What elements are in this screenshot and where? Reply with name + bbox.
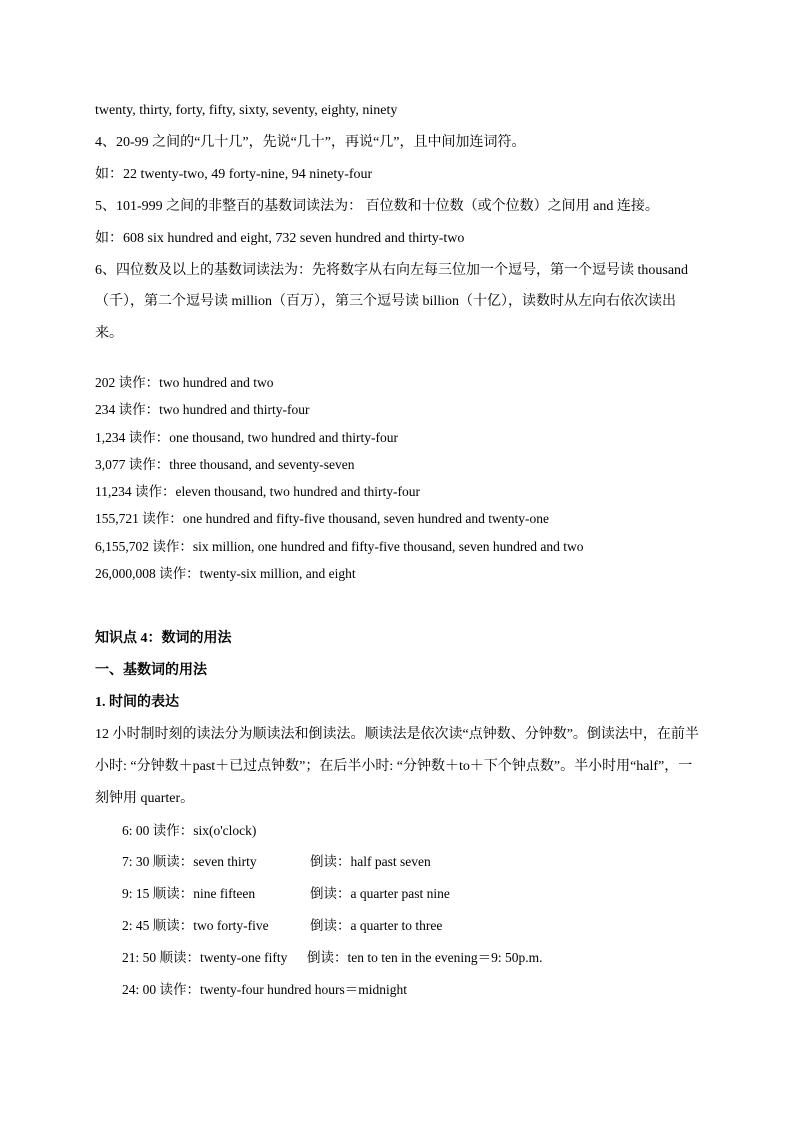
time-example-row — [122, 917, 682, 935]
subsection-heading: 一、基数词的用法 — [95, 663, 207, 678]
example-line: 3,077 读作：three thousand, and seventy-seven — [95, 457, 355, 472]
example-line: 6,155,702 读作：six million, one hundred and fifty-five thousand, seven hundred and two — [95, 539, 584, 554]
time-backward-reading: 倒读：a quarter to three — [310, 918, 443, 933]
time-example-row — [122, 949, 682, 967]
time-example-row — [122, 853, 682, 871]
time-example-row — [122, 981, 407, 999]
text-rule-6-line2: （千），第二个逗号读 million（百万），第三个逗号读 billion（十亿），读数时从左向右依次读出 — [95, 294, 677, 309]
text-rule-5: 5、101-999 之间的非整百的基数词读法为： 百位数和十位数（或个位数）之间用 and 连接。 — [95, 199, 659, 214]
text-line-numbers-tens: twenty, thirty, forty, fifty, sixty, seventy, eighty, ninety — [95, 103, 398, 118]
example-line: 26,000,008 读作：twenty-six million, and eight — [95, 566, 356, 581]
text-example-5: 如：608 six hundred and eight, 732 seven hundred and thirty-two — [95, 231, 465, 246]
topic-heading: 1. 时间的表达 — [95, 695, 179, 710]
time-forward-reading: 21: 50 顺读：twenty-one fifty — [122, 950, 288, 965]
time-backward-reading: 倒读：ten to ten in the evening＝9: 50p.m. — [307, 950, 543, 965]
time-forward-reading: 9: 15 顺读：nine fifteen — [122, 886, 256, 901]
paragraph-line: 小时: “分钟数＋past＋已过点钟数”；在后半小时: “分钟数＋to＋下个钟点数”。半小时用“half”，一 — [95, 759, 693, 774]
text-rule-4: 4、20-99 之间的“几十几”，先说“几十”，再说“几”，且中间加连词符。 — [95, 135, 526, 150]
example-line: 234 读作：two hundred and thirty-four — [95, 402, 310, 417]
time-reading: 6: 00 读作：six(o'clock) — [122, 823, 257, 838]
example-line: 202 读作：two hundred and two — [95, 375, 274, 390]
section-heading: 知识点 4：数词的用法 — [95, 631, 232, 646]
time-forward-reading: 7: 30 顺读：seven thirty — [122, 854, 257, 869]
time-forward-reading: 2: 45 顺读：two forty-five — [122, 918, 269, 933]
text-example-4: 如：22 twenty-two, 49 forty-nine, 94 ninety-four — [95, 167, 373, 182]
text-rule-6-line3: 来。 — [95, 326, 123, 341]
time-example-row — [122, 885, 682, 903]
time-backward-reading: 倒读：half past seven — [310, 854, 431, 869]
paragraph-line: 刻钟用 quarter。 — [95, 791, 195, 806]
time-backward-reading: 倒读：a quarter past nine — [310, 886, 450, 901]
time-reading: 24: 00 读作：twenty-four hundred hours＝midnight — [122, 982, 407, 997]
time-example-row — [122, 822, 256, 840]
example-line: 155,721 读作：one hundred and fifty-five thousand, seven hundred and twenty-one — [95, 511, 550, 526]
example-line: 1,234 读作：one thousand, two hundred and thirty-four — [95, 430, 398, 445]
text-rule-6-line1: 6、四位数及以上的基数词读法为：先将数字从右向左每三位加一个逗号，第一个逗号读 thousand — [95, 263, 689, 278]
example-line: 11,234 读作：eleven thousand, two hundred and thirty-four — [95, 484, 420, 499]
paragraph-line: 12 小时制时刻的读法分为顺读法和倒读法。顺读法是依次读“点钟数、分钟数”。倒读法中，在前半 — [95, 727, 699, 742]
